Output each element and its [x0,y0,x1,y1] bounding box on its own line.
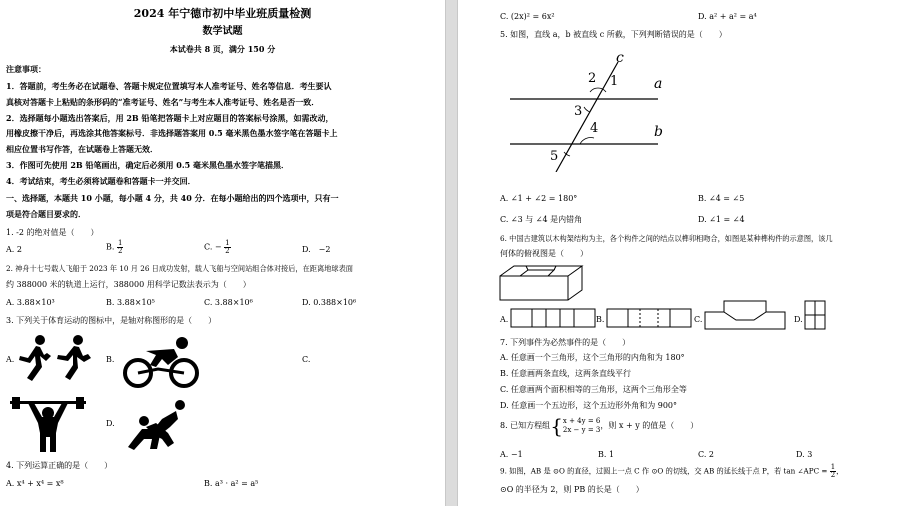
document-page-left [0,0,445,506]
q4-option-b: B. a³ · a² = a⁵ [204,479,259,488]
q5-stem: 5. 如图，直线 a，b 被直线 c 所截，下列判断错误的是（ ） [500,30,727,39]
q3-option-a: A. [6,355,15,364]
q2-stem: 2. 神舟十七号载人飞船于 2023 年 10 月 26 日成功发射，载人飞船与空间站组合体对接后，在距离地球表面 [6,264,353,273]
figure-label: 1 [610,74,619,89]
q6-option-d-shape [804,300,826,334]
notice-line: 用橡皮擦干净后，再选涂其他答案标号．非选择题答案用 0.5 毫米黑色墨水签字笔在答题卡上 [6,128,338,138]
notice-heading: 注意事项： [6,64,46,74]
notice-line: 相应位置书写作答，在试题卷上答题无效． [6,144,158,154]
q4-option-c: C. (2x)² = 6x² [500,12,555,21]
q2-option-a: A. 3.88×10³ [6,298,55,307]
q6-option-c: C. [694,315,703,324]
figure-label: a [654,76,663,92]
q1-stem: 1. -2 的绝对值是（ ） [6,228,99,237]
exam-title: 2024 年宁德市初中毕业班质量检测 [133,7,312,20]
figure-label: 5 [550,149,559,164]
q6-stem: 何体的俯视图是（ ） [500,249,588,258]
q1-option-a: A. 2 [6,245,22,254]
q6-option-d: D. [794,315,803,324]
q7-option-b: B. 任意画两条直线，这两条直线平行 [500,369,631,378]
q3-stem: 3. 下列关于体育运动的图标中，是轴对称图形的是（ ） [6,316,217,325]
cycling-icon [122,335,202,393]
q6-option-b: B. [596,315,605,324]
q4-stem: 4. 下列运算正确的是（ ） [6,461,113,470]
q7-option-d: D. 任意画一个五边形，这个五边形外角和为 900° [500,401,678,410]
document-page-right [458,0,900,506]
q2-stem: 约 388000 米的轨道上运行，388000 用科学记数法表示为（ ） [6,280,251,289]
figure-label: b [654,124,663,140]
q8-stem: 8. 已知方程组{ x + 4y = 6 2x − y = 3 ，则 x + y 的值是（ ） [500,414,699,438]
q1-option-d: D. −2 [302,245,331,254]
q1-option-b: B. $\frac{1}{2}$ [106,239,123,255]
figure-label: c [616,52,624,66]
exam-subtitle: 数学试题 [202,26,243,37]
q9-stem: ⊙O 的半径为 2，则 PB 的长是（ ） [500,485,644,494]
q6-option-a: A. [500,315,509,324]
q8-option-c: C. 2 [698,450,715,459]
q6-stem: 6. 中国古建筑以木构架结构为主，各个构件之间的结点以榫卯相吻合，如图是某种榫构件的示意图，该几 [500,234,833,243]
q4-option-a: A. x⁴ + x⁴ = x⁸ [6,479,64,488]
q8-option-a: A. −1 [500,450,523,459]
q7-option-c: C. 任意画两个面积相等的三角形，这两个三角形全等 [500,385,687,394]
q5-option-c: C. ∠3 与 ∠4 是内错角 [500,215,583,224]
q6-option-b-shape [606,308,692,332]
q6-tenon-figure [498,262,584,306]
notice-line: 2．选择题每小题选出答案后，用 2B 铅笔把答题卡上对应题目的答案标号涂黑，如需改动， [6,113,334,123]
page-gutter [445,0,458,506]
q9-stem: 9. 如图，AB 是 ⊙O 的直径，过圆上一点 C 作 ⊙O 的切线，交 AB 的延长线于点 P，若 tan ∠APC = $\frac{1}{2}$ ， [500,463,844,479]
q6-option-c-shape [704,300,786,334]
section-heading: 一、选择题，本题共 10 小题，每小题 4 分，共 40 分．在每小题给出的四个选项中，只有一 [6,193,339,203]
section-heading: 项是符合题目要求的． [6,209,86,219]
q5-option-a: A. ∠1 + ∠2 = 180° [500,194,578,203]
notice-line: 1．答题前，考生务必在试题卷、答题卡规定位置填写本人准考证号、姓名等信息．考生要认 [6,81,332,91]
wrestling-icon [124,399,188,455]
q8-option-b: B. 1 [598,450,615,459]
q2-option-c: C. 3.88×10⁶ [204,298,253,307]
q5-option-b: B. ∠4 = ∠5 [698,194,745,203]
q4-option-d: D. a² + a² = a⁴ [698,12,757,21]
q1-option-c: C. − $\frac{1}{2}$ [204,239,230,255]
notice-line: 真核对答题卡上粘贴的条形码的“准考证号、姓名”与考生本人准考证号、姓名是否一致． [6,97,320,107]
weightlifting-icon [8,397,88,457]
q7-option-a: A. 任意画一个三角形，这个三角形的内角和为 180° [500,353,685,362]
running-icon [18,334,94,386]
q3-option-d: D. [106,419,115,428]
q5-figure [508,52,668,176]
figure-label: 3 [574,104,583,119]
q3-option-b: B. [106,355,115,364]
q7-stem: 7. 下列事件为必然事件的是（ ） [500,338,631,347]
figure-label: 4 [590,121,599,136]
notice-line: 4．考试结束，考生必须将试题卷和答题卡一并交回． [6,176,196,186]
exam-info: 本试卷共 8 页，满分 150 分 [169,44,276,54]
notice-line: 3．作图可先使用 2B 铅笔画出，确定后必须用 0.5 毫米黑色墨水签字笔描黑． [6,160,289,170]
q3-option-c: C. [302,355,311,364]
q6-option-a-shape [510,308,596,332]
q2-option-d: D. 0.388×10⁶ [302,298,357,307]
q8-option-d: D. 3 [796,450,813,459]
figure-label: 2 [588,71,597,86]
q2-option-b: B. 3.88×10⁵ [106,298,155,307]
q5-option-d: D. ∠1 = ∠4 [698,215,745,224]
